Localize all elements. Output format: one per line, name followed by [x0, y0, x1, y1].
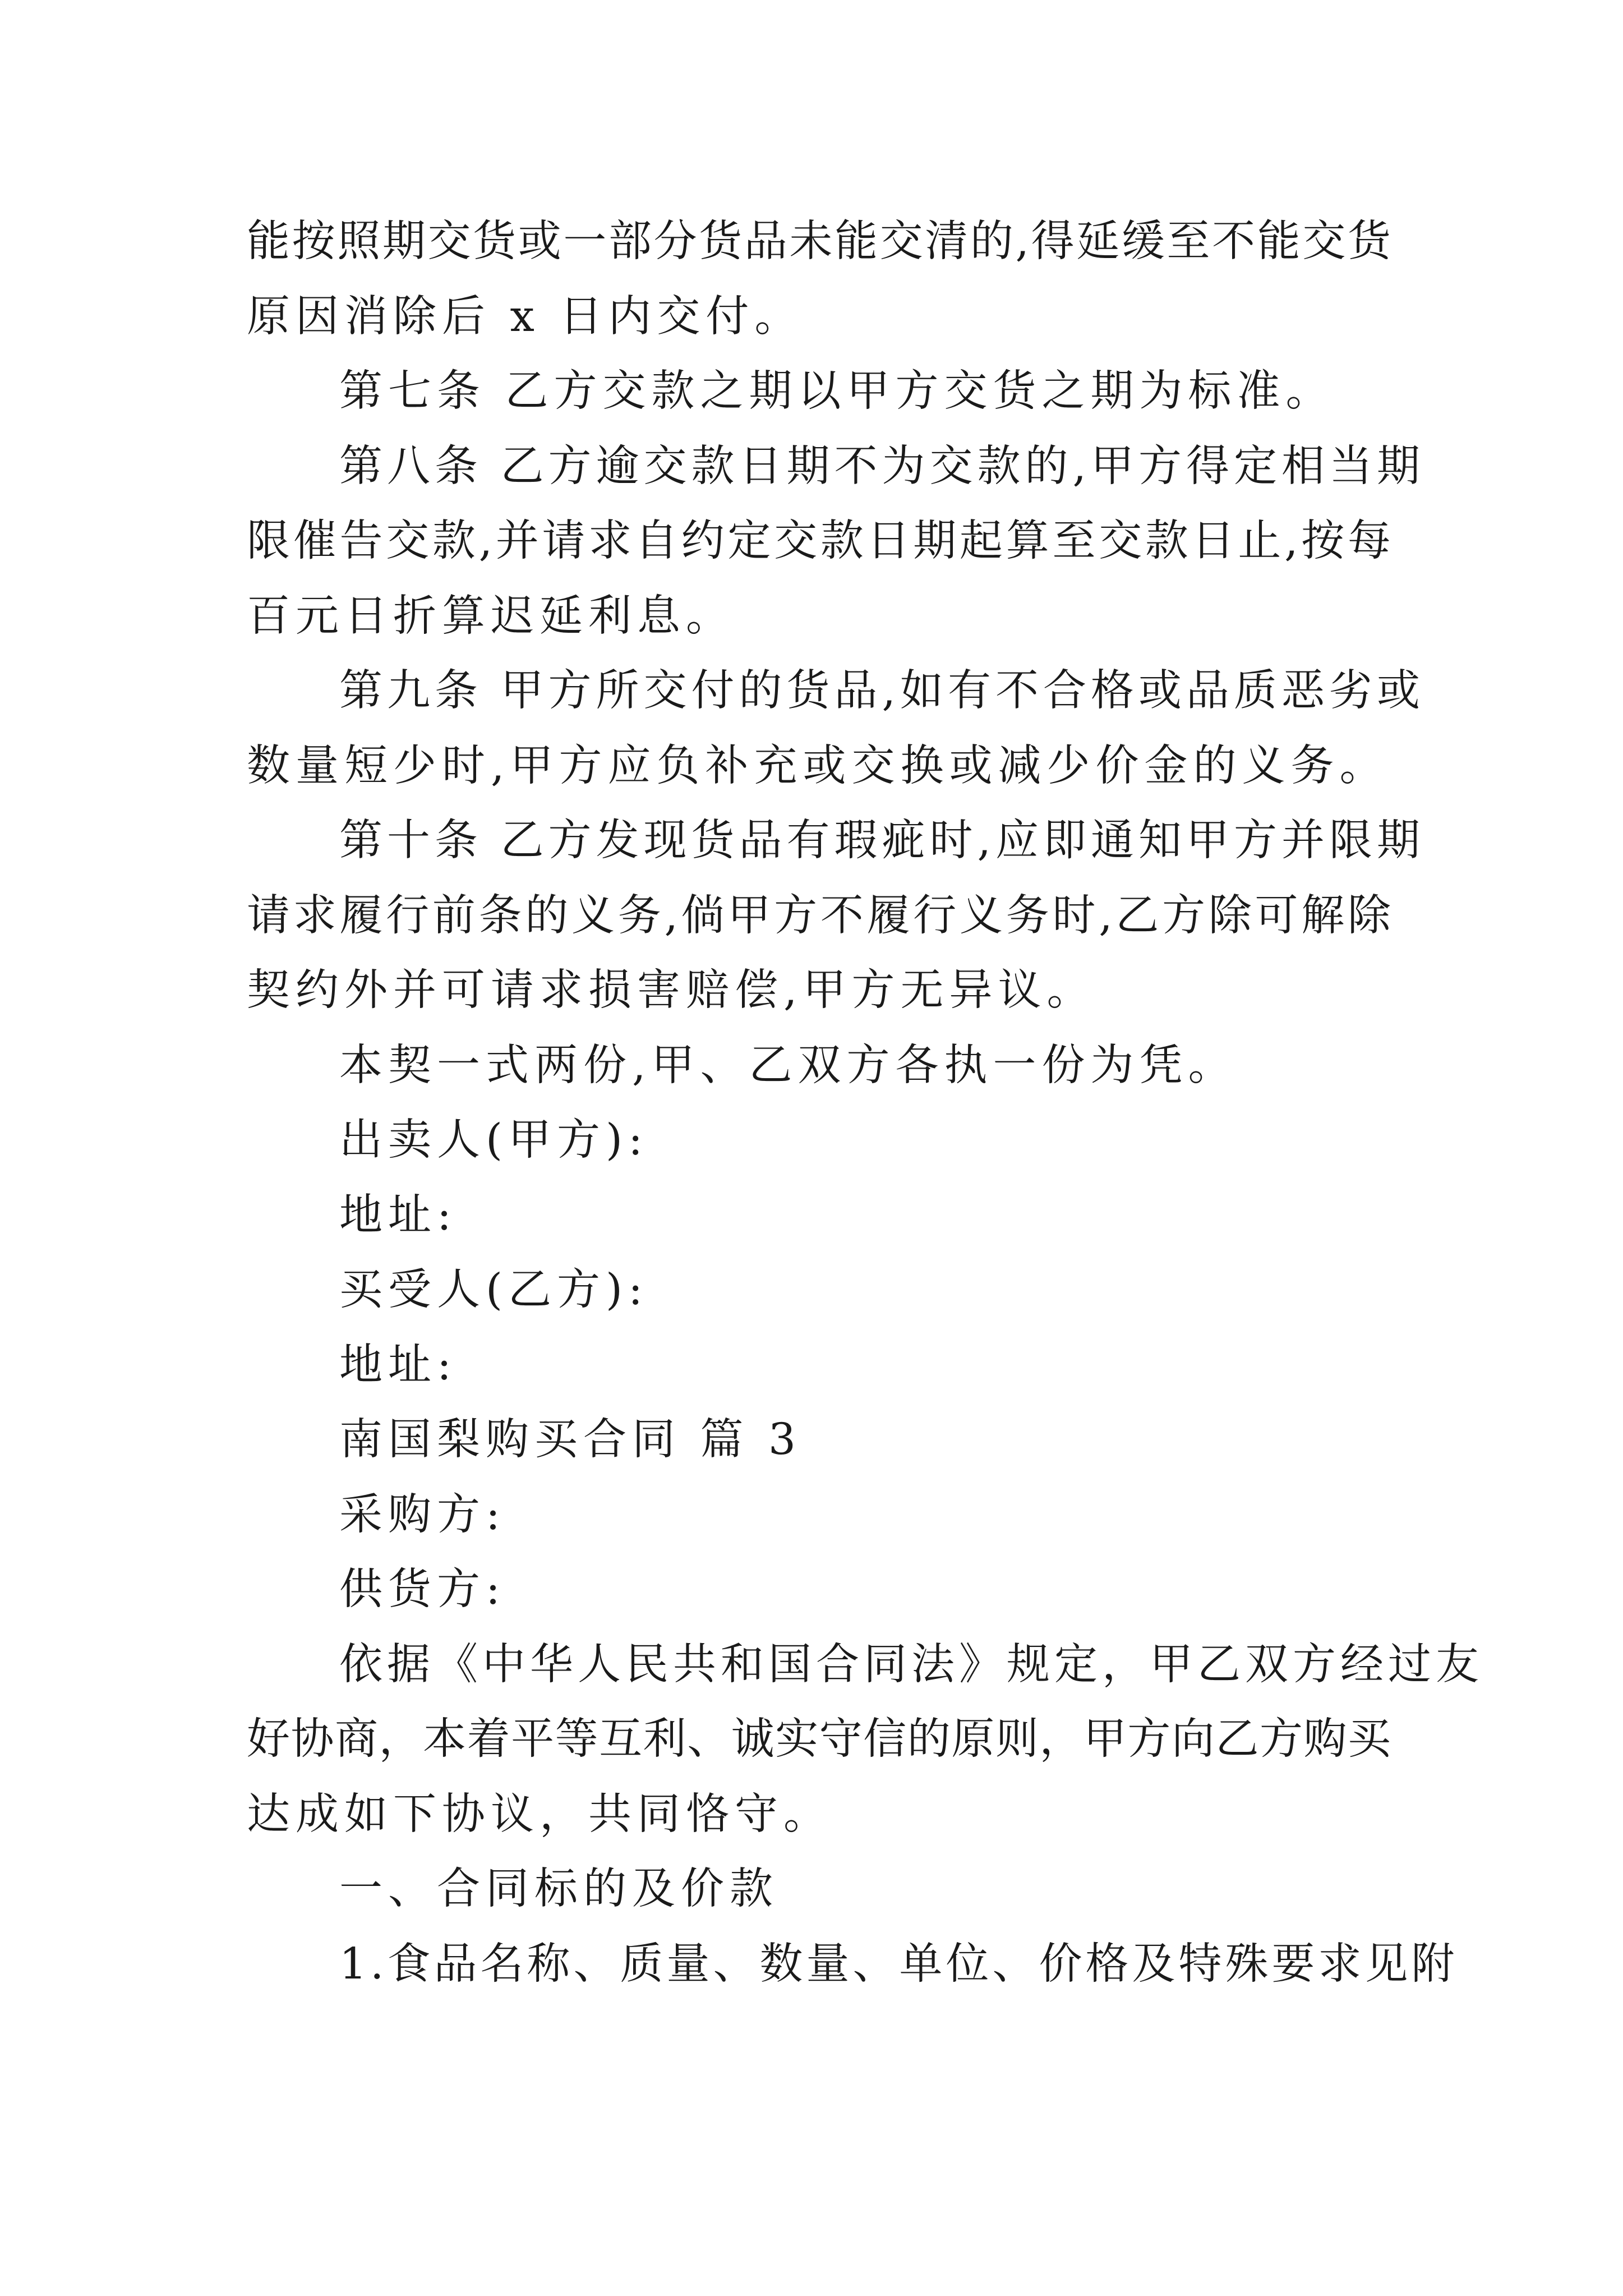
- article-9: 第九条 甲方所交付的货品,如有不合格或品质恶劣或: [339, 666, 1424, 716]
- article-10: 第十条 乙方发现货品有瑕疵时,应即通知甲方并限期: [339, 816, 1424, 866]
- supplier-label: 供货方:: [339, 1565, 506, 1614]
- article-7: 第七条 乙方交款之期以甲方交货之期为标准。: [339, 366, 1335, 416]
- text-line: 能按照期交货或一部分货品未能交清的,得延缓至不能交货: [247, 217, 1391, 266]
- item-1: 1.食品名称、质量、数量、单位、价格及特殊要求见附: [339, 1939, 1458, 1989]
- preamble: 依据《中华人民共和国合同法》规定，甲乙双方经过友: [339, 1640, 1483, 1690]
- text-line: 限催告交款,并请求自约定交款日期起算至交款日止,按每: [247, 516, 1391, 566]
- text-line: 请求履行前条的义务,倘甲方不履行义务时,乙方除可解除: [247, 891, 1391, 941]
- buyer-label: 买受人(乙方):: [339, 1265, 649, 1315]
- text-line: 达成如下协议，共同恪守。: [247, 1789, 832, 1839]
- text-line: 数量短少时,甲方应负补充或交换或减少价金的义务。: [247, 741, 1389, 791]
- seller-address-label: 地址:: [339, 1190, 457, 1240]
- seller-label: 出卖人(甲方):: [339, 1115, 649, 1165]
- text-line: 原因消除后 x 日内交付。: [247, 292, 804, 342]
- heading-subject-and-price: 一、合同标的及价款: [339, 1864, 778, 1914]
- text-line: 好协商，本着平等互利、诚实守信的原则，甲方向乙方购买: [247, 1714, 1391, 1764]
- buyer-address-label: 地址:: [339, 1340, 457, 1390]
- purchaser-label: 采购方:: [339, 1490, 506, 1540]
- article-8: 第八条 乙方逾交款日期不为交款的,甲方得定相当期: [339, 441, 1424, 491]
- section-title: 南国梨购买合同 篇 3: [339, 1415, 801, 1465]
- text-line: 百元日折算迟延利息。: [247, 591, 735, 641]
- copies-clause: 本契一式两份,甲、乙双方各执一份为凭。: [339, 1041, 1237, 1091]
- text-line: 契约外并可请求损害赔偿,甲方无异议。: [247, 965, 1096, 1015]
